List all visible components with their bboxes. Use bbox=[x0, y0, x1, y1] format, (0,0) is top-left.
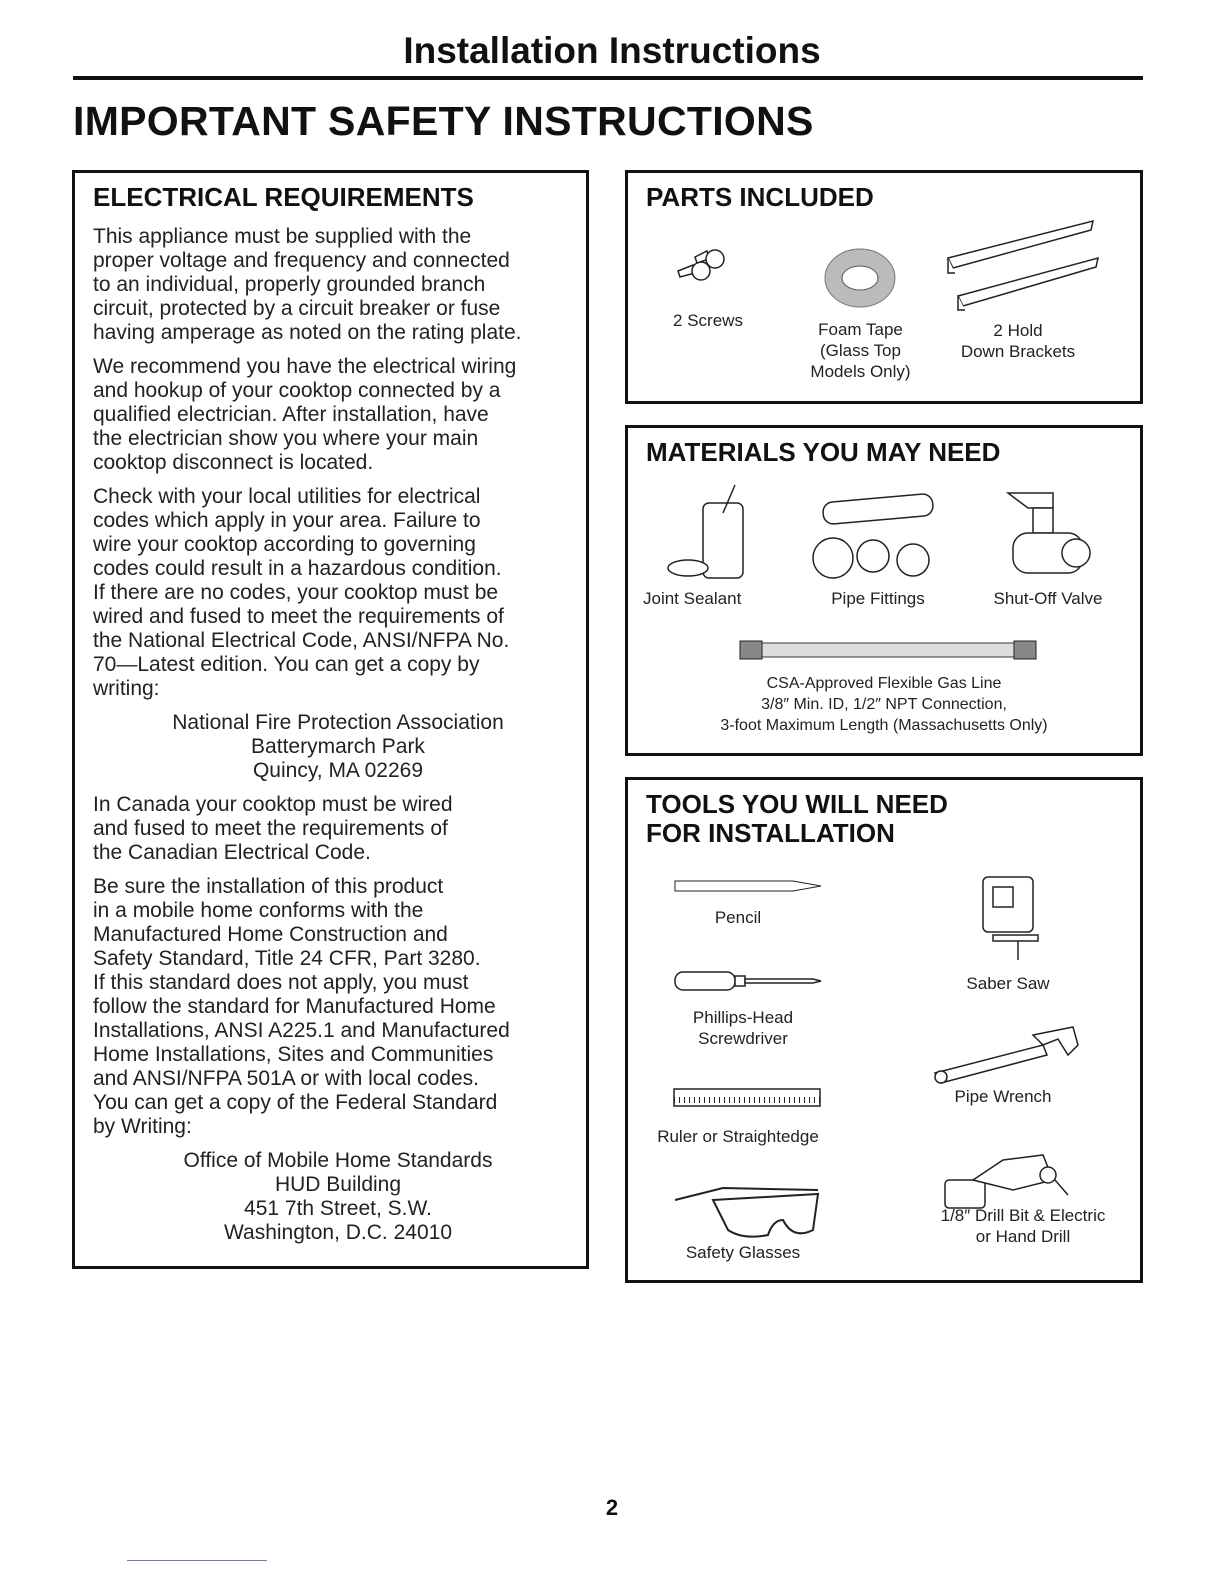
saber-saw-icon bbox=[973, 875, 1043, 960]
screws-icon bbox=[673, 243, 743, 288]
pipe-fittings-icon bbox=[803, 488, 943, 583]
document-title: Installation Instructions bbox=[403, 30, 821, 71]
text-line: the National Electrical Code, ANSI/NFPA No. bbox=[93, 629, 510, 652]
paragraph bbox=[93, 485, 583, 701]
flexible-gas-line-icon bbox=[738, 638, 1038, 662]
foam-tape-icon bbox=[823, 248, 898, 308]
text-line: Installations, ANSI A225.1 and Manufactured bbox=[93, 1019, 510, 1042]
text-line: Manufactured Home Construction and bbox=[93, 923, 448, 946]
text-line: codes could result in a hazardous condition. bbox=[93, 557, 502, 580]
paragraph bbox=[93, 225, 583, 345]
text-line: proper voltage and frequency and connected bbox=[93, 249, 510, 272]
text-line: qualified electrician. After installation, have bbox=[93, 403, 489, 426]
paragraph bbox=[93, 355, 583, 475]
joint-sealant-label: Joint Sealant bbox=[643, 589, 742, 608]
text-line: wire your cooktop according to governing bbox=[93, 533, 476, 556]
pipe-wrench-label: Pipe Wrench bbox=[954, 1087, 1052, 1106]
text-line: codes which apply in your area. Failure to bbox=[93, 509, 481, 532]
text-line: Washington, D.C. 24010 bbox=[223, 1221, 453, 1244]
saber-saw-label: Saber Saw bbox=[966, 974, 1050, 993]
screws-label: 2 Screws bbox=[673, 311, 743, 330]
text-line: cooktop disconnect is located. bbox=[93, 451, 374, 474]
text-line: and ANSI/NFPA 501A or with local codes. bbox=[93, 1067, 479, 1090]
text-line: Safety Standard, Title 24 CFR, Part 3280. bbox=[93, 947, 481, 970]
title-rule bbox=[73, 76, 1143, 80]
paragraph bbox=[93, 875, 583, 1139]
text-line: and hookup of your cooktop connected by a bbox=[93, 379, 501, 402]
text-line: 451 7th Street, S.W. bbox=[244, 1197, 432, 1220]
text-line: We recommend you have the electrical wiring bbox=[93, 355, 517, 378]
screwdriver-label: Phillips-Head Screwdriver bbox=[692, 1008, 794, 1048]
text-line: In Canada your cooktop must be wired bbox=[93, 793, 453, 816]
paragraph bbox=[93, 711, 583, 783]
hold-down-brackets-icon bbox=[943, 218, 1103, 318]
drill-label: 1/8″ Drill Bit & Electric or Hand Drill bbox=[940, 1206, 1106, 1246]
electrical-body bbox=[93, 225, 583, 1255]
text-line: HUD Building bbox=[274, 1173, 402, 1196]
paragraph bbox=[93, 793, 583, 865]
text-line: Check with your local utilities for electrical bbox=[93, 485, 481, 508]
text-line: 70—Latest edition. You can get a copy by bbox=[93, 653, 480, 676]
brackets-label: 2 Hold Down Brackets bbox=[960, 321, 1076, 361]
section-heading: ELECTRICAL REQUIREMENTS bbox=[93, 182, 474, 212]
foam-tape-label: Foam Tape (Glass Top Models Only) bbox=[810, 320, 911, 381]
text-line: having amperage as noted on the rating plate. bbox=[93, 321, 522, 344]
gas-line-label: CSA-Approved Flexible Gas Line 3/8″ Min. ID, 1/2″ NPT Connection, 3-foot Maximum Length (Massachusetts Only) bbox=[720, 675, 1048, 734]
text-line: writing: bbox=[93, 677, 160, 700]
text-line: to an individual, properly grounded branch bbox=[93, 273, 486, 296]
text-line: Quincy, MA 02269 bbox=[252, 759, 424, 782]
page-number: 2 bbox=[605, 1495, 619, 1520]
screwdriver-icon bbox=[673, 970, 823, 992]
pencil-icon bbox=[673, 880, 823, 892]
joint-sealant-icon bbox=[663, 483, 753, 583]
text-line: National Fire Protection Association bbox=[172, 711, 504, 734]
shut-off-valve-icon bbox=[998, 488, 1098, 583]
pencil-label: Pencil bbox=[714, 908, 762, 927]
paragraph bbox=[93, 1149, 583, 1245]
text-line: circuit, protected by a circuit breaker or fuse bbox=[93, 297, 501, 320]
ruler-icon bbox=[673, 1088, 823, 1108]
text-line: wired and fused to meet the requirements of bbox=[93, 605, 504, 628]
text-line: Be sure the installation of this product bbox=[93, 875, 444, 898]
text-line: You can get a copy of the Federal Standard bbox=[93, 1091, 498, 1114]
text-line: the electrician show you where your main bbox=[93, 427, 479, 450]
safety-glasses-icon bbox=[673, 1180, 823, 1250]
shut-off-valve-label: Shut-Off Valve bbox=[993, 589, 1103, 608]
materials-section bbox=[625, 425, 1143, 756]
text-line: the Canadian Electrical Code. bbox=[93, 841, 371, 864]
section-heading: MATERIALS YOU MAY NEED bbox=[646, 437, 1001, 467]
section-heading: PARTS INCLUDED bbox=[646, 182, 874, 212]
ruler-label: Ruler or Straightedge bbox=[657, 1127, 819, 1146]
safety-glasses-label: Safety Glasses bbox=[685, 1243, 801, 1262]
electrical-requirements-section bbox=[72, 170, 589, 1269]
text-line: follow the standard for Manufactured Home bbox=[93, 995, 496, 1018]
text-line: If this standard does not apply, you must bbox=[93, 971, 469, 994]
tools-section bbox=[625, 777, 1143, 1283]
pipe-wrench-icon bbox=[933, 1025, 1083, 1085]
text-line: Batterymarch Park bbox=[251, 735, 425, 758]
text-line: by Writing: bbox=[93, 1115, 192, 1138]
text-line: This appliance must be supplied with the bbox=[93, 225, 472, 248]
section-heading: TOOLS YOU WILL NEED FOR INSTALLATION bbox=[646, 789, 948, 848]
pipe-fittings-label: Pipe Fittings bbox=[831, 589, 925, 608]
page-title: IMPORTANT SAFETY INSTRUCTIONS bbox=[73, 98, 814, 144]
parts-included-section bbox=[625, 170, 1143, 404]
text-line: in a mobile home conforms with the bbox=[93, 899, 424, 922]
text-line: and fused to meet the requirements of bbox=[93, 817, 448, 840]
text-line: Home Installations, Sites and Communities bbox=[93, 1043, 494, 1066]
text-line: If there are no codes, your cooktop must be bbox=[93, 581, 499, 604]
footer-line bbox=[127, 1560, 267, 1561]
text-line: Office of Mobile Home Standards bbox=[183, 1149, 493, 1172]
